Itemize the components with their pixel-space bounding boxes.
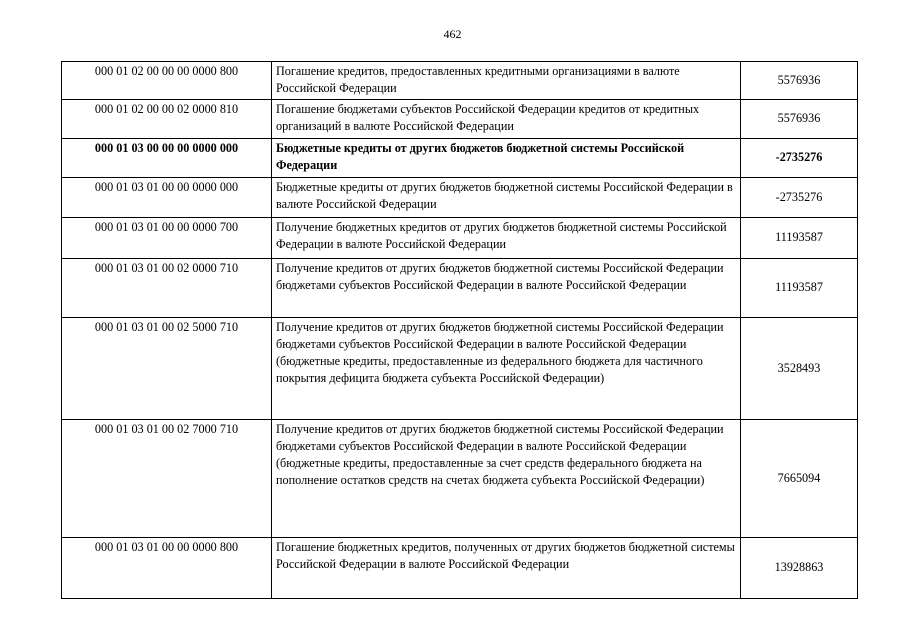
table-row: [62, 259, 858, 318]
amount-cell: 3528493: [741, 318, 858, 420]
description-cell: Получение кредитов от других бюджетов бюджетной системы Российской Федерации бюджетами субъектов Российской Федерации в валюте Российской Федерации (бюджетные кредиты, предоставленные из федерального бюджета для частичного покрытия дефицита бюджета субъекта Российской Федерации): [272, 318, 741, 420]
description-cell: Получение бюджетных кредитов от других бюджетов бюджетной системы Российской Федерации в валюте Российской Федерации: [272, 218, 741, 259]
table-row: [62, 538, 858, 599]
amount-cell: 7665094: [741, 420, 858, 538]
table-row: [62, 178, 858, 218]
budget-sources-table: [61, 61, 858, 599]
budget-code-cell: 000 01 03 01 00 02 0000 710: [62, 259, 272, 318]
description-cell: Погашение кредитов, предоставленных кредитными организациями в валюте Российской Федерации: [272, 62, 741, 100]
description-cell: Погашение бюджетами субъектов Российской Федерации кредитов от кредитных организаций в валюте Российской Федерации: [272, 100, 741, 139]
budget-code-cell: 000 01 02 00 00 00 0000 800: [62, 62, 272, 100]
description-cell: Бюджетные кредиты от других бюджетов бюджетной системы Российской Федерации: [272, 139, 741, 178]
amount-cell: -2735276: [741, 178, 858, 218]
budget-code-cell: 000 01 03 01 00 00 0000 800: [62, 538, 272, 599]
description-cell: Получение кредитов от других бюджетов бюджетной системы Российской Федерации бюджетами субъектов Российской Федерации в валюте Российской Федерации (бюджетные кредиты, предоставленные за счет средств федерального бюджета на пополнение остатков средств на счетах бюджета субъекта Российской Федерации): [272, 420, 741, 538]
amount-cell: 5576936: [741, 100, 858, 139]
table-row: [62, 62, 858, 100]
amount-cell: 5576936: [741, 62, 858, 100]
table-row: [62, 218, 858, 259]
amount-cell: 11193587: [741, 218, 858, 259]
table-row: [62, 100, 858, 139]
budget-code-cell: 000 01 02 00 00 02 0000 810: [62, 100, 272, 139]
budget-code-cell: 000 01 03 01 00 00 0000 700: [62, 218, 272, 259]
description-cell: Получение кредитов от других бюджетов бюджетной системы Российской Федерации бюджетами субъектов Российской Федерации в валюте Российской Федерации: [272, 259, 741, 318]
description-cell: Бюджетные кредиты от других бюджетов бюджетной системы Российской Федерации в валюте Российской Федерации: [272, 178, 741, 218]
budget-code-cell: 000 01 03 01 00 02 7000 710: [62, 420, 272, 538]
amount-cell: 13928863: [741, 538, 858, 599]
description-cell: Погашение бюджетных кредитов, полученных от других бюджетов бюджетной системы Российской Федерации в валюте Российской Федерации: [272, 538, 741, 599]
budget-code-cell: 000 01 03 01 00 00 0000 000: [62, 178, 272, 218]
amount-cell: 11193587: [741, 259, 858, 318]
budget-code-cell: 000 01 03 00 00 00 0000 000: [62, 139, 272, 178]
table-row-section: [62, 139, 858, 178]
budget-code-cell: 000 01 03 01 00 02 5000 710: [62, 318, 272, 420]
table-row: [62, 318, 858, 420]
table-row: [62, 420, 858, 538]
page-number: 462: [443, 27, 462, 41]
amount-cell: -2735276: [741, 139, 858, 178]
